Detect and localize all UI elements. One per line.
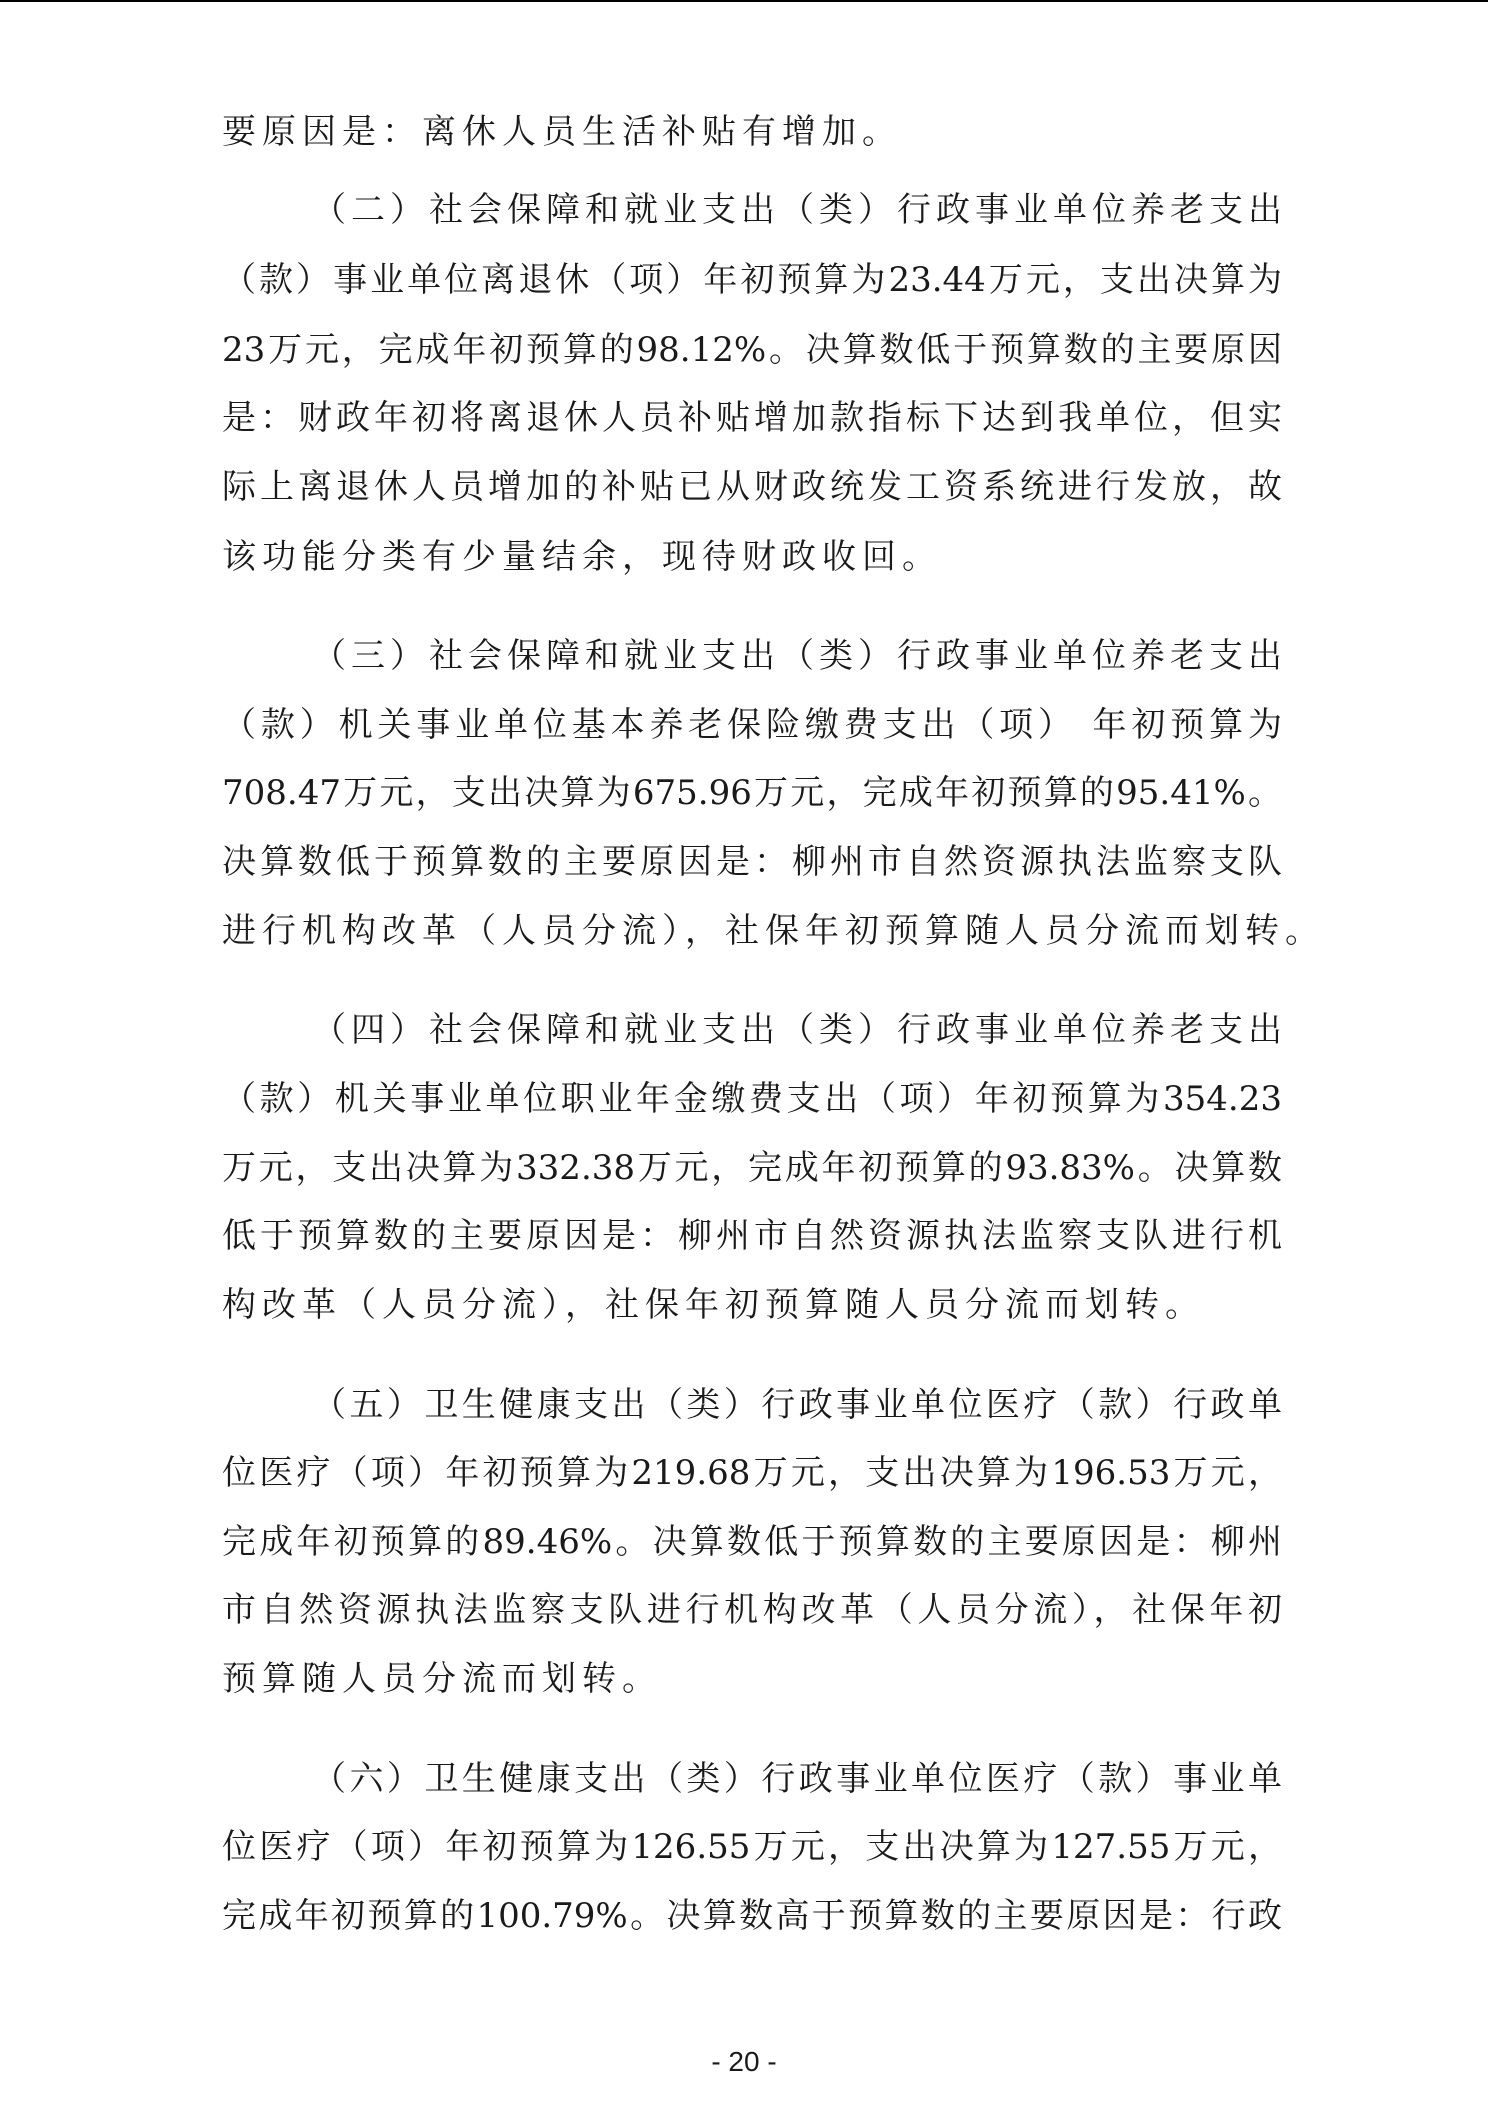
text-line: 位医疗（项）年初预算为126.55万元，支出决算为127.55万元， — [222, 1827, 1282, 1867]
paragraph-first-line: （六）卫生健康支出（类）行政事业单位医疗（款）事业单 — [312, 1759, 1282, 1799]
paragraph-first-line: （三）社会保障和就业支出（类）行政事业单位养老支出 — [312, 636, 1282, 676]
paragraph-first-line: （四）社会保障和就业支出（类）行政事业单位养老支出 — [312, 1010, 1282, 1050]
text-line: 完成年初预算的89.46%。决算数低于预算数的主要原因是：柳州 — [222, 1522, 1282, 1562]
text-line: 708.47万元，支出决算为675.96万元，完成年初预算的95.41%。 — [222, 773, 1282, 813]
text-line: （款）机关事业单位职业年金缴费支出（项）年初预算为354.23 — [222, 1079, 1282, 1119]
text-line: 完成年初预算的100.79%。决算数高于预算数的主要原因是：行政 — [222, 1896, 1282, 1936]
text-line: 低于预算数的主要原因是：柳州市自然资源执法监察支队进行机 — [222, 1216, 1282, 1256]
text-line: 际上离退休人员增加的补贴已从财政统发工资系统进行发放，故 — [222, 467, 1282, 507]
text-line: 该功能分类有少量结余，现待财政收回。 — [222, 537, 942, 577]
text-line: 是：财政年初将离退休人员补贴增加款指标下达到我单位，但实 — [222, 398, 1282, 438]
text-line: 构改革（人员分流），社保年初预算随人员分流而划转。 — [222, 1285, 1205, 1325]
text-line: 要原因是：离休人员生活补贴有增加。 — [222, 112, 902, 152]
paragraph-first-line: （五）卫生健康支出（类）行政事业单位医疗（款）行政单 — [312, 1385, 1282, 1425]
text-line: 决算数低于预算数的主要原因是：柳州市自然资源执法监察支队 — [222, 842, 1282, 882]
text-line: 进行机构改革（人员分流），社保年初预算随人员分流而划转。 — [222, 911, 1325, 951]
text-line: （款）事业单位离退休（项）年初预算为23.44万元，支出决算为 — [222, 260, 1282, 300]
text-line: 市自然资源执法监察支队进行机构改革（人员分流），社保年初 — [222, 1590, 1282, 1630]
text-line: （款）机关事业单位基本养老保险缴费支出（项） 年初预算为 — [222, 705, 1282, 745]
text-line: 万元，支出决算为332.38万元，完成年初预算的93.83%。决算数 — [222, 1148, 1282, 1188]
page-number: - 20 - — [711, 2046, 777, 2077]
paragraph-first-line: （二）社会保障和就业支出（类）行政事业单位养老支出 — [312, 190, 1282, 230]
text-line: 预算随人员分流而划转。 — [222, 1659, 662, 1699]
text-line: 23万元，完成年初预算的98.12%。决算数低于预算数的主要原因 — [222, 330, 1282, 370]
text-line: 位医疗（项）年初预算为219.68万元，支出决算为196.53万元， — [222, 1453, 1282, 1493]
